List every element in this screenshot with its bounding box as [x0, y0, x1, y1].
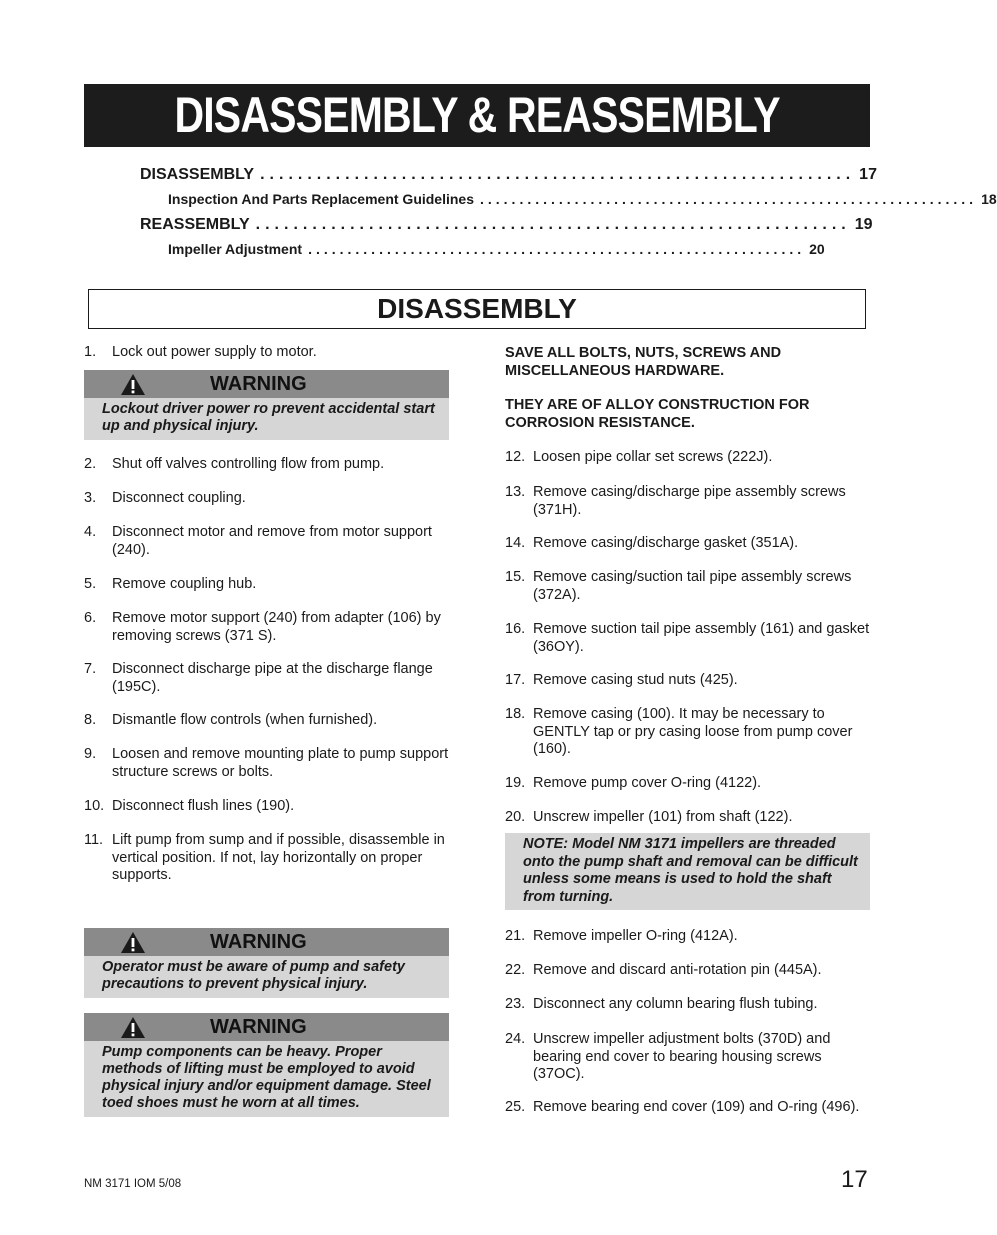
step-text: Dismantle flow controls (when furnished).	[112, 712, 378, 728]
step-text: Remove casing stud nuts (425).	[533, 672, 738, 688]
step-text: Disconnect flush lines (190).	[112, 798, 295, 814]
warning-triangle-icon	[120, 931, 146, 954]
list-item	[84, 524, 449, 576]
warning-triangle-icon	[120, 1016, 146, 1039]
step-text: Remove motor support (240) from adapter (106) by removing screws (371 S).	[112, 610, 441, 644]
warning-label: WARNING	[210, 373, 307, 395]
list-item	[84, 798, 449, 832]
step-text: Shut off valves controlling flow from pump.	[112, 456, 385, 472]
step-text: Remove casing (100). It may be necessary to GENTLY tap or pry casing loose from pump cover (160).	[533, 706, 853, 757]
step-number: 21.	[505, 928, 526, 944]
toc-leader-dots: ...............................................................	[260, 166, 856, 183]
list-item	[505, 569, 870, 621]
step-text: Remove bearing end cover (109) and O-ring (496).	[533, 1099, 860, 1115]
warning-label: WARNING	[210, 931, 307, 953]
step-text: Unscrew impeller (101) from shaft (122).	[533, 809, 793, 825]
step-text: Disconnect any column bearing flush tubing.	[533, 996, 818, 1012]
page-header-title: DISASSEMBLY & REASSEMBLY	[174, 87, 780, 143]
list-item	[84, 610, 449, 661]
step-text: Disconnect coupling.	[112, 490, 246, 506]
save-hardware-note: SAVE ALL BOLTS, NUTS, SCREWS AND MISCELLANEOUS HARDWARE.	[505, 345, 782, 379]
list-item	[505, 1031, 870, 1099]
step-number: 17.	[505, 672, 526, 688]
step-number: 22.	[505, 962, 526, 978]
step-text: Remove suction tail pipe assembly (161) and gasket (36OY).	[533, 621, 870, 655]
right-steps-list-b	[505, 928, 870, 1117]
page-header-bar	[84, 84, 870, 147]
toc-leader-dots: ...............................................................	[255, 216, 851, 233]
right-caution-notes	[505, 345, 870, 432]
toc-entry-label: DISASSEMBLY	[140, 166, 255, 183]
step-text: Remove casing/suction tail pipe assembly screws (372A).	[533, 569, 852, 603]
step-number: 5.	[84, 576, 97, 592]
toc-entry-page: 17	[859, 166, 877, 183]
step-number: 20.	[505, 809, 526, 825]
list-item	[505, 535, 870, 569]
right-steps-list-a	[505, 449, 870, 827]
list-item	[505, 809, 870, 827]
section-title: DISASSEMBLY	[377, 293, 577, 324]
step-number: 7.	[84, 661, 97, 677]
list-item	[84, 712, 449, 746]
list-item	[505, 672, 870, 706]
step-number: 10.	[84, 798, 105, 814]
warning-label: WARNING	[210, 1016, 307, 1038]
footer-document-id: NM 3171 IOM 5/08	[84, 1178, 182, 1190]
step-number: 16.	[505, 621, 526, 637]
step-number: 15.	[505, 569, 526, 585]
toc-leader-dots: ...............................................................	[308, 241, 806, 257]
step-number: 11.	[84, 832, 104, 848]
list-item	[84, 746, 449, 798]
step-number: 1.	[84, 344, 97, 360]
warning-text: Lockout driver power ro prevent accidental start up and physical injury.	[84, 398, 449, 440]
warning-header	[84, 370, 449, 398]
step-text: Lock out power supply to motor.	[112, 344, 317, 360]
list-item	[505, 996, 870, 1031]
step-number: 6.	[84, 610, 97, 626]
toc-entry-label: Impeller Adjustment	[168, 241, 303, 257]
step-number: 23.	[505, 996, 526, 1012]
toc-entry-label: Inspection And Parts Replacement Guidelines	[168, 191, 474, 207]
step-number: 3.	[84, 490, 97, 506]
warning-text: Operator must be aware of pump and safety precautions to prevent physical injury.	[84, 956, 449, 998]
list-item	[505, 484, 870, 535]
step-text: Remove impeller O-ring (412A).	[533, 928, 738, 944]
list-item	[505, 621, 870, 672]
list-item	[84, 576, 449, 610]
list-item	[84, 661, 449, 712]
step-text: Lift pump from sump and if possible, disassemble in vertical position. If not, lay horizontally on proper supports.	[112, 832, 445, 883]
table-of-contents	[140, 166, 997, 266]
toc-entry-reassembly[interactable]	[140, 216, 873, 241]
step-number: 19.	[505, 775, 526, 791]
list-item	[505, 706, 870, 775]
step-text: Loosen and remove mounting plate to pump support structure screws or bolts.	[112, 746, 449, 780]
left-step-1	[84, 344, 449, 362]
list-item	[84, 490, 449, 524]
step-number: 4.	[84, 524, 97, 540]
impeller-threaded-note: NOTE: Model NM 3171 impellers are threaded onto the pump shaft and removal can be difficult unless some means is used to hold the shaft from turning.	[505, 833, 870, 910]
step-text: Remove and discard anti-rotation pin (445A).	[533, 962, 822, 978]
alloy-construction-note: THEY ARE OF ALLOY CONSTRUCTION FOR CORROSION RESISTANCE.	[505, 397, 810, 431]
step-text: Disconnect discharge pipe at the discharge flange (195C).	[112, 661, 433, 695]
step-number: 24.	[505, 1031, 526, 1047]
toc-entry-label: REASSEMBLY	[140, 216, 250, 233]
step-number: 2.	[84, 456, 97, 472]
list-item	[84, 456, 449, 490]
step-text: Loosen pipe collar set screws (222J).	[533, 449, 773, 465]
list-item	[84, 832, 449, 885]
warning-text: Pump components can be heavy. Proper methods of lifting must be employed to avoid physical injury and/or equipment damage. Steel toed shoes must he worn at all times.	[84, 1041, 449, 1117]
step-text: Remove casing/discharge pipe assembly screws (371H).	[533, 484, 846, 518]
list-item	[505, 775, 870, 809]
toc-entry-disassembly[interactable]	[140, 166, 877, 191]
warning-header	[84, 1013, 449, 1041]
toc-leader-dots: ...............................................................	[480, 191, 978, 207]
step-number: 8.	[84, 712, 97, 728]
warning-header	[84, 928, 449, 956]
left-steps-list	[84, 456, 449, 885]
toc-entry-impeller-adjustment[interactable]	[168, 241, 825, 266]
step-number: 18.	[505, 706, 526, 722]
step-text: Remove coupling hub.	[112, 576, 257, 592]
warning-triangle-icon	[120, 373, 146, 396]
warning-box-heavy-components	[84, 1013, 449, 1117]
list-item	[505, 449, 870, 484]
list-item	[505, 962, 870, 996]
toc-entry-page: 20	[809, 241, 825, 257]
section-heading-box	[88, 289, 866, 329]
step-number: 12.	[505, 449, 526, 465]
step-number: 9.	[84, 746, 97, 762]
footer-page-number: 17	[841, 1166, 868, 1193]
toc-entry-page: 18	[981, 191, 997, 207]
toc-entry-inspection[interactable]	[168, 191, 997, 216]
warning-box-operator	[84, 928, 449, 998]
warning-box-lockout	[84, 370, 449, 440]
step-text: Remove pump cover O-ring (4122).	[533, 775, 762, 791]
step-text: Disconnect motor and remove from motor support (240).	[112, 524, 432, 558]
step-text: Unscrew impeller adjustment bolts (370D) and bearing end cover to bearing housing screws (37OC).	[533, 1031, 831, 1082]
step-number: 25.	[505, 1099, 526, 1115]
step-text: Remove casing/discharge gasket (351A).	[533, 535, 799, 551]
step-number: 13.	[505, 484, 526, 500]
step-number: 14.	[505, 535, 526, 551]
toc-entry-page: 19	[854, 216, 873, 233]
list-item	[505, 928, 870, 962]
list-item	[505, 1099, 870, 1117]
